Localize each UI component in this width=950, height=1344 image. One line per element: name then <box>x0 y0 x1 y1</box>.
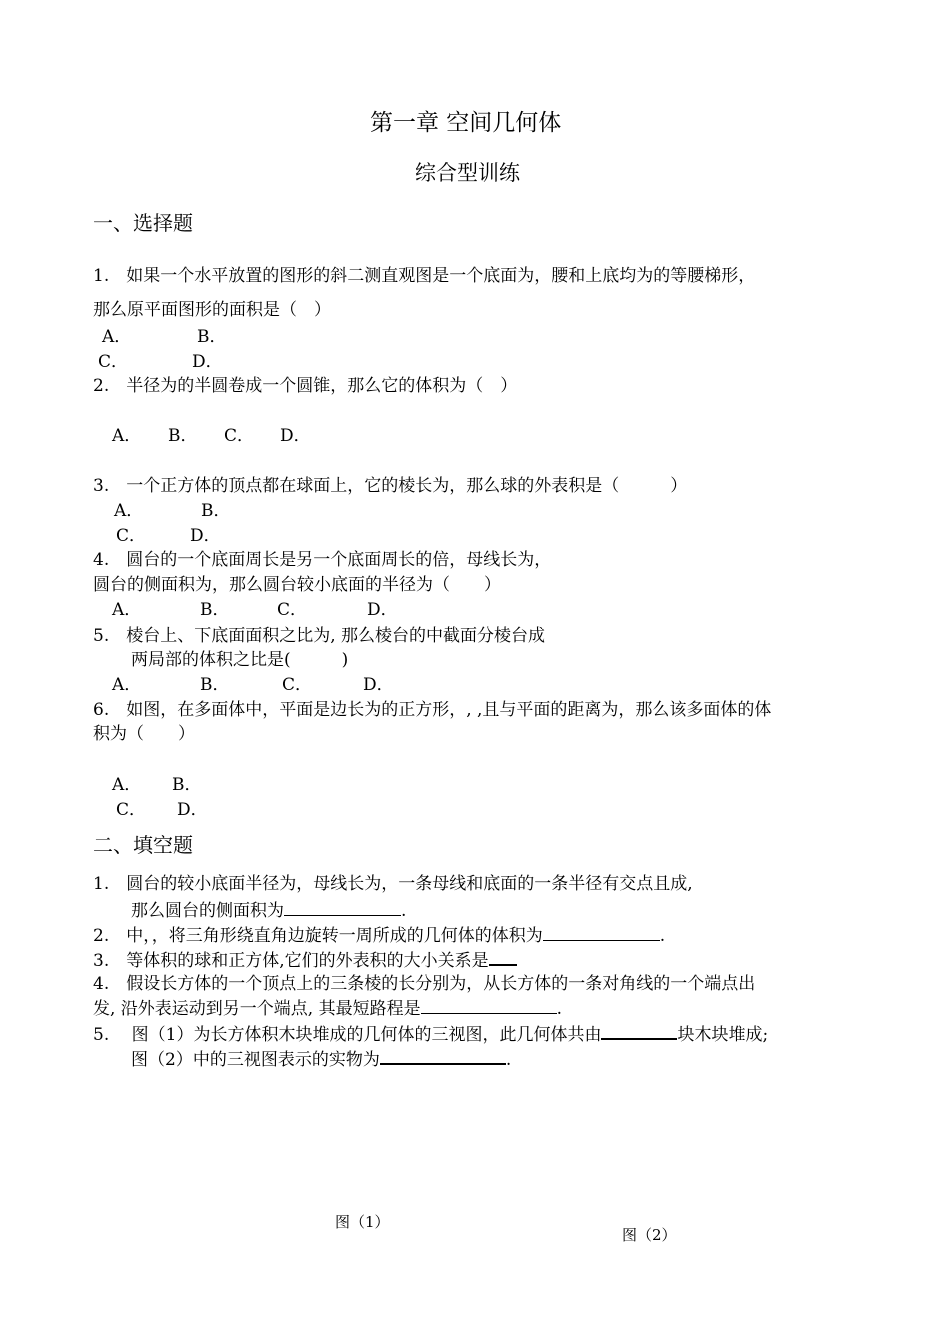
question-2-option-c: C． <box>224 426 255 446</box>
fill-2-line <box>93 924 665 947</box>
figure-2-caption: 图（2） <box>622 1226 677 1244</box>
fill-1-line-2 <box>131 899 406 922</box>
fill-5-text-2: 块木块堆成; <box>677 1025 769 1045</box>
question-3-option-b: B． <box>201 501 231 521</box>
section-heading-fill: 二、填空题 <box>93 833 193 857</box>
question-4-line-2: 圆台的侧面积为，那么圆台较小底面的半径为（ ） <box>93 575 501 595</box>
question-1-line-1: 1. 如果一个水平放置的图形的斜二测直观图是一个底面为，腰和上底均为的等腰梯形， <box>93 266 756 286</box>
question-4-line-1: 4. 圆台的一个底面周长是另一个底面周长的倍，母线长为， <box>93 550 552 570</box>
question-5-option-d: D． <box>363 675 394 695</box>
fill-4-line-1: 4. 假设长方体的一个顶点上的三条棱的长分别为，从长方体的一条对角线的一个端点出 <box>93 974 756 994</box>
question-5-line-2: 两局部的体积之比是( ) <box>131 650 349 670</box>
question-6-option-d: D． <box>177 800 208 820</box>
question-1-option-c: C． <box>98 352 129 372</box>
question-1-line-2: 那么原平面图形的面积是（ ） <box>93 300 331 320</box>
question-5-option-a: A． <box>112 675 142 695</box>
question-4-option-b: B． <box>200 600 230 620</box>
section-heading-choice: 一、选择题 <box>93 211 193 235</box>
fill-4-blank[interactable] <box>421 997 557 1014</box>
question-5-option-c: C． <box>282 675 313 695</box>
fill-2-blank[interactable] <box>543 924 660 941</box>
fill-1-blank[interactable] <box>284 899 401 916</box>
question-6-option-c: C． <box>116 800 147 820</box>
question-2-option-a: A． <box>112 426 142 446</box>
fill-1-line-1: 1. 圆台的较小底面半径为，母线长为，一条母线和底面的一条半径有交点且成, <box>93 874 693 894</box>
question-6-option-b: B． <box>172 775 202 795</box>
fill-4-period: . <box>556 999 563 1019</box>
fill-2-period: . <box>659 926 666 946</box>
question-2-line-1: 2. 半径为的半圆卷成一个圆锥，那么它的体积为（ ） <box>93 376 518 396</box>
fill-5-line-1 <box>93 1022 768 1046</box>
question-3-option-d: D． <box>190 526 221 546</box>
fill-5-blank-2[interactable] <box>380 1047 506 1065</box>
question-5-option-b: B． <box>200 675 230 695</box>
page-subtitle: 综合型训练 <box>415 161 520 185</box>
question-1-option-d: D． <box>192 352 223 372</box>
question-6-line-1: 6. 如图，在多面体中，平面是边长为的正方形，, ,且与平面的距离为，那么该多面体的体 <box>93 700 772 720</box>
fill-5-period: . <box>505 1050 512 1070</box>
fill-3-blank[interactable] <box>489 948 517 966</box>
fill-1-period: . <box>401 901 407 921</box>
figure-1-caption: 图（1） <box>335 1213 390 1231</box>
page-title: 第一章 空间几何体 <box>370 110 562 136</box>
question-4-option-a: A． <box>112 600 142 620</box>
fill-4-line-2 <box>93 997 562 1020</box>
question-6-line-2: 积为（ ） <box>93 724 195 744</box>
question-6-option-a: A． <box>112 775 142 795</box>
fill-5-text-3: 图（2）中的三视图表示的实物为 <box>131 1050 380 1070</box>
question-3-option-a: A． <box>114 501 144 521</box>
fill-5-blank-1[interactable] <box>601 1022 677 1040</box>
question-2-option-d: D． <box>280 426 311 446</box>
fill-5-line-2 <box>131 1047 511 1071</box>
fill-4-text: 发, 沿外表运动到另一个端点, 其最短路程是 <box>93 999 421 1019</box>
question-5-line-1: 5. 棱台上、下底面面积之比为, 那么棱台的中截面分棱台成 <box>93 626 546 646</box>
question-1-option-a: A． <box>102 327 132 347</box>
fill-1-text: 那么圆台的侧面积为 <box>131 901 284 921</box>
question-1-option-b: B． <box>197 327 227 347</box>
question-4-option-d: D． <box>367 600 398 620</box>
question-2-option-b: B． <box>168 426 198 446</box>
fill-5-text-1: 5. 图（1）为长方体积木块堆成的几何体的三视图，此几何体共由 <box>93 1025 602 1045</box>
question-4-option-c: C． <box>277 600 308 620</box>
fill-3-text: 3. 等体积的球和正方体,它们的外表积的大小关系是 <box>93 951 489 971</box>
question-3-option-c: C． <box>116 526 147 546</box>
fill-3-line <box>93 948 517 972</box>
fill-2-text: 2. 中，，将三角形绕直角边旋转一周所成的几何体的体积为 <box>93 926 543 946</box>
question-3-line-1: 3. 一个正方体的顶点都在球面上，它的棱长为，那么球的外表积是（ ） <box>93 476 688 496</box>
